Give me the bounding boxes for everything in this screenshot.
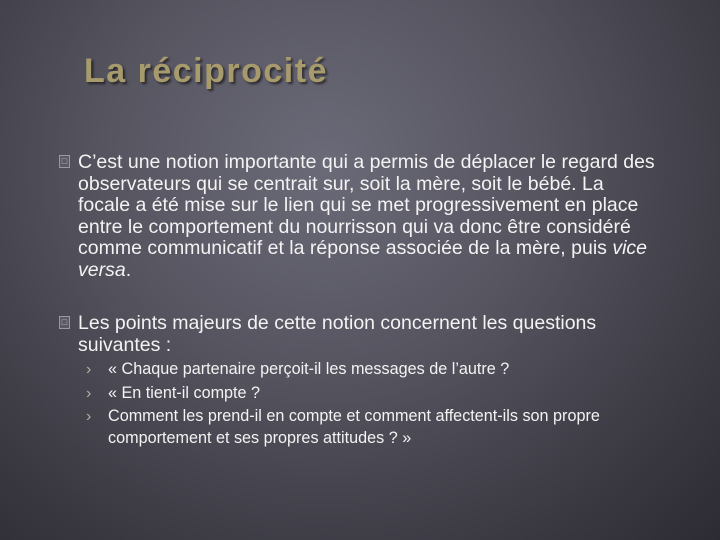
bullet-text: Les points majeurs de cette notion concernent les questions suivantes :: [78, 312, 597, 356]
bullet-item: [61, 151, 658, 282]
bullet-box-icon: □: [59, 316, 70, 329]
bullet-text-italic: vice versa: [78, 237, 648, 281]
sub-bullet-item: [86, 383, 688, 405]
chevron-right-icon: ›: [86, 408, 92, 425]
sub-bullet-item: [86, 359, 688, 381]
sub-bullet-text: « En tient-il compte ?: [108, 384, 261, 402]
sub-bullet-text: « Chaque partenaire perçoit-il les messages de l’autre ?: [108, 360, 510, 378]
chevron-right-icon: ›: [86, 385, 92, 402]
slide-title: La réciprocité: [84, 52, 328, 90]
sub-bullet-item: [86, 406, 688, 449]
chevron-right-icon: ›: [86, 361, 92, 378]
bullet-text-end: .: [125, 258, 132, 281]
bullet-item: [61, 312, 658, 356]
sub-bullet-text: Comment les prend-il en compte et comment affectent-ils son propre comportement et ses propres attitudes ? »: [108, 407, 600, 447]
bullet-box-icon: □: [59, 155, 70, 168]
bullet-text: C’est une notion importante qui a permis de déplacer le regard des observateurs qui se centrait sur, soit la mère, soit le bébé. La focale a été mise sur le lien qui se met progressivement en place entre le comportement du nourrisson qui va donc être considéré comme communicatif et la réponse associée de la mère, puis: [78, 151, 655, 260]
